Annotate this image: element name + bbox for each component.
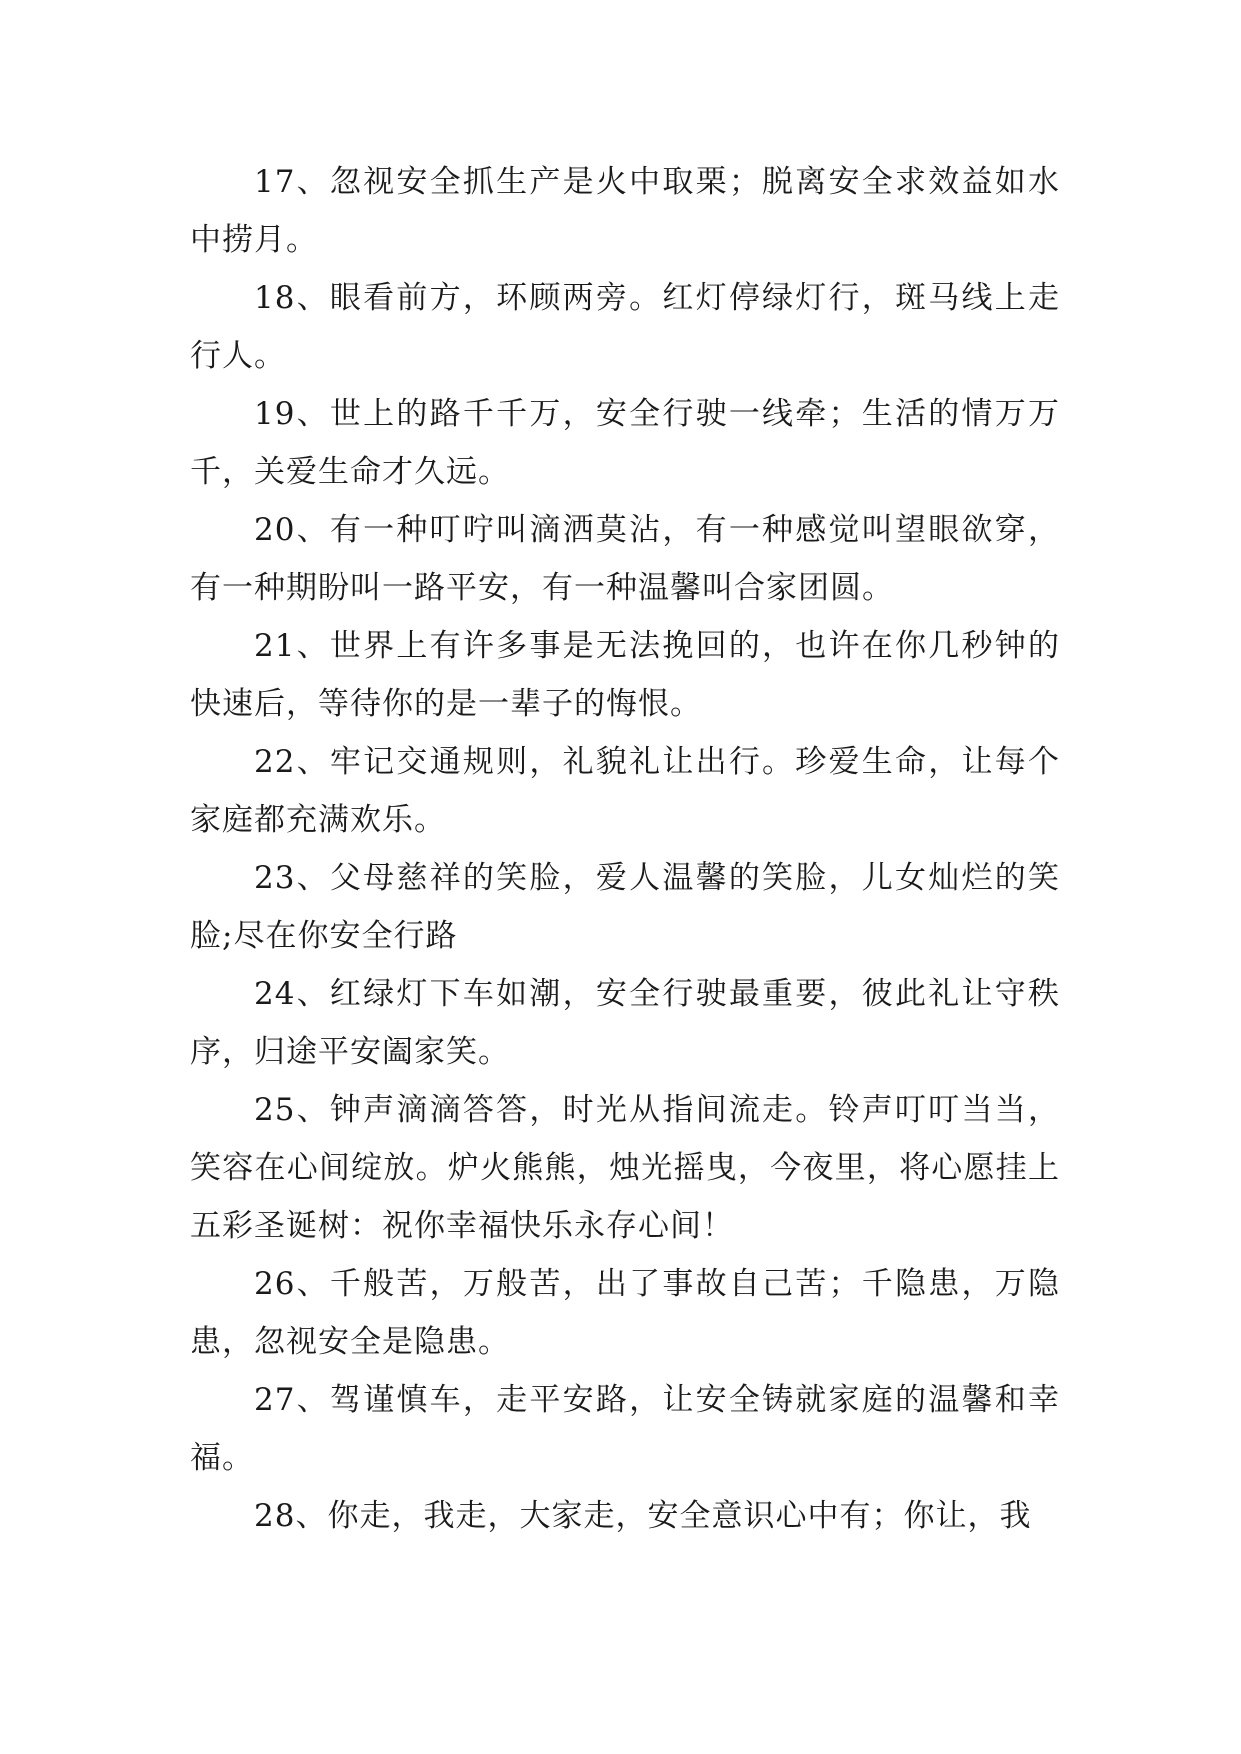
- slogan-paragraph-24: 24、红绿灯下车如潮，安全行驶最重要，彼此礼让守秩序，归途平安阖家笑。: [190, 976, 1060, 1070]
- document-body: [190, 153, 1060, 1545]
- slogan-paragraph-21: 21、世界上有许多事是无法挽回的，也许在你几秒钟的快速后，等待你的是一辈子的悔恨。: [190, 628, 1060, 722]
- slogan-paragraph-19: 19、世上的路千千万，安全行驶一线牵；生活的情万万千，关爱生命才久远。: [190, 396, 1060, 490]
- slogan-paragraph-18: 18、眼看前方，环顾两旁。红灯停绿灯行，斑马线上走行人。: [190, 280, 1060, 374]
- slogan-paragraph-20: 20、有一种叮咛叫滴洒莫沾，有一种感觉叫望眼欲穿，有一种期盼叫一路平安，有一种温馨叫合家团圆。: [190, 512, 1060, 606]
- slogan-paragraph-26: 26、千般苦，万般苦，出了事故自己苦；千隐患，万隐患，忽视安全是隐患。: [190, 1266, 1060, 1360]
- slogan-paragraph-28: 28、你走，我走，大家走，安全意识心中有；你让，我: [254, 1498, 1032, 1534]
- slogan-paragraph-22: 22、牢记交通规则，礼貌礼让出行。珍爱生命，让每个家庭都充满欢乐。: [190, 744, 1060, 838]
- slogan-paragraph-17: 17、忽视安全抓生产是火中取栗；脱离安全求效益如水中捞月。: [190, 164, 1060, 258]
- slogan-paragraph-25: 25、钟声滴滴答答，时光从指间流走。铃声叮叮当当，笑容在心间绽放。炉火熊熊，烛光摇曳，今夜里，将心愿挂上五彩圣诞树：祝你幸福快乐永存心间！: [190, 1092, 1060, 1244]
- slogan-paragraph-27: 27、驾谨慎车，走平安路，让安全铸就家庭的温馨和幸福。: [190, 1382, 1060, 1476]
- slogan-paragraph-23: 23、父母慈祥的笑脸，爱人温馨的笑脸，儿女灿烂的笑脸;尽在你安全行路: [190, 860, 1060, 954]
